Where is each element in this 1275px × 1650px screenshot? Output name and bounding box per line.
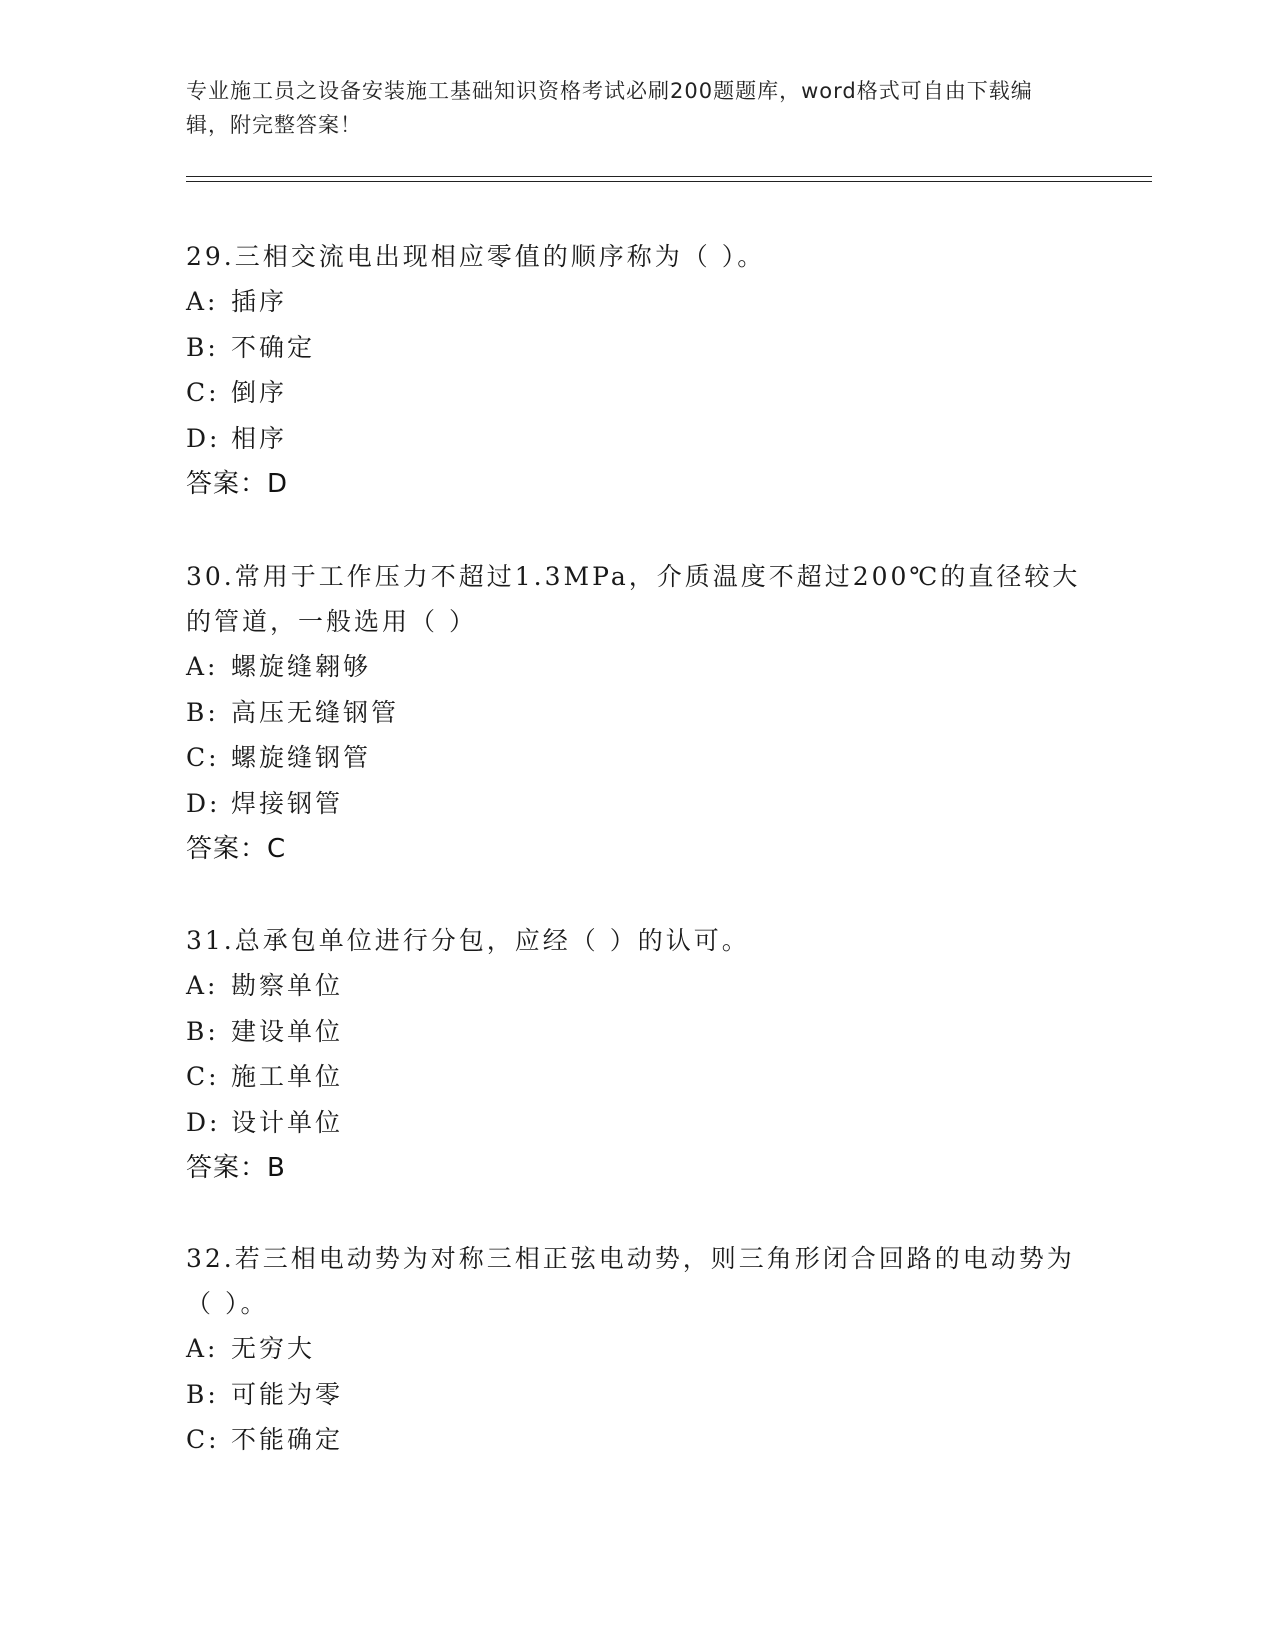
question-32 xyxy=(186,1236,1086,1463)
option-text: 倒序 xyxy=(231,378,288,407)
option-text: 建设单位 xyxy=(231,1016,344,1046)
option-a xyxy=(186,279,1086,325)
option-d xyxy=(186,1100,1086,1146)
option-b xyxy=(186,325,1086,371)
option-text: 螺旋缝钢管 xyxy=(231,743,372,772)
option-key: A: xyxy=(186,971,219,1000)
option-a xyxy=(186,644,1086,690)
option-c xyxy=(186,1417,1086,1463)
option-key: C: xyxy=(186,1062,220,1091)
question-text: 31.总承包单位进行分包，应经（ ）的认可。 xyxy=(186,926,750,955)
answer-line: 答案：C xyxy=(186,834,287,864)
option-text: 无穷大 xyxy=(231,1334,316,1363)
option-key: B: xyxy=(186,1379,219,1409)
option-key: B: xyxy=(186,332,219,362)
option-text: 螺旋缝翱够 xyxy=(231,652,372,681)
option-text: 不确定 xyxy=(231,332,316,362)
question-29 xyxy=(186,234,1086,507)
option-key: B: xyxy=(186,697,219,727)
option-text: 焊接钢管 xyxy=(231,788,344,818)
option-key: C: xyxy=(186,743,220,772)
question-text: 30.常用于工作压力不超过1.3MPa，介质温度不超过200℃的直径较大的管道，一般选用（ ） xyxy=(186,562,1081,636)
option-a xyxy=(186,1326,1086,1372)
option-text: 高压无缝钢管 xyxy=(231,697,400,727)
option-key: D: xyxy=(186,788,221,818)
option-a xyxy=(186,963,1086,1009)
option-key: C: xyxy=(186,378,220,407)
option-text: 设计单位 xyxy=(231,1107,344,1137)
question-30 xyxy=(186,554,1086,872)
option-c xyxy=(186,735,1086,781)
question-31 xyxy=(186,918,1086,1191)
option-key: B: xyxy=(186,1016,219,1046)
document-header: 专业施工员之设备安装施工基础知识资格考试必刷200题题库，word格式可自由下载编辑，附完整答案！ xyxy=(186,79,1033,137)
header-divider-top xyxy=(186,176,1152,177)
option-key: D: xyxy=(186,1107,221,1137)
option-key: C: xyxy=(186,1425,220,1454)
option-text: 施工单位 xyxy=(231,1062,344,1091)
option-b xyxy=(186,1372,1086,1418)
option-c xyxy=(186,1054,1086,1100)
question-text: 29.三相交流电出现相应零值的顺序称为（ ）。 xyxy=(186,242,766,271)
option-text: 插序 xyxy=(231,287,288,316)
question-text: 32.若三相电动势为对称三相正弦电动势，则三角形闭合回路的电动势为（ ）。 xyxy=(186,1244,1075,1318)
option-key: A: xyxy=(186,287,219,316)
option-d xyxy=(186,781,1086,827)
option-b xyxy=(186,1009,1086,1055)
answer-line: 答案：D xyxy=(186,469,289,499)
option-key: A: xyxy=(186,1334,219,1363)
option-key: A: xyxy=(186,652,219,681)
option-c xyxy=(186,370,1086,416)
option-b xyxy=(186,690,1086,736)
option-text: 可能为零 xyxy=(231,1379,344,1409)
option-d xyxy=(186,416,1086,462)
option-key: D: xyxy=(186,423,221,453)
option-text: 不能确定 xyxy=(231,1425,344,1454)
answer-line: 答案：B xyxy=(186,1153,286,1183)
option-text: 相序 xyxy=(231,423,288,453)
option-text: 勘察单位 xyxy=(231,971,344,1000)
header-divider-bottom xyxy=(186,181,1152,182)
